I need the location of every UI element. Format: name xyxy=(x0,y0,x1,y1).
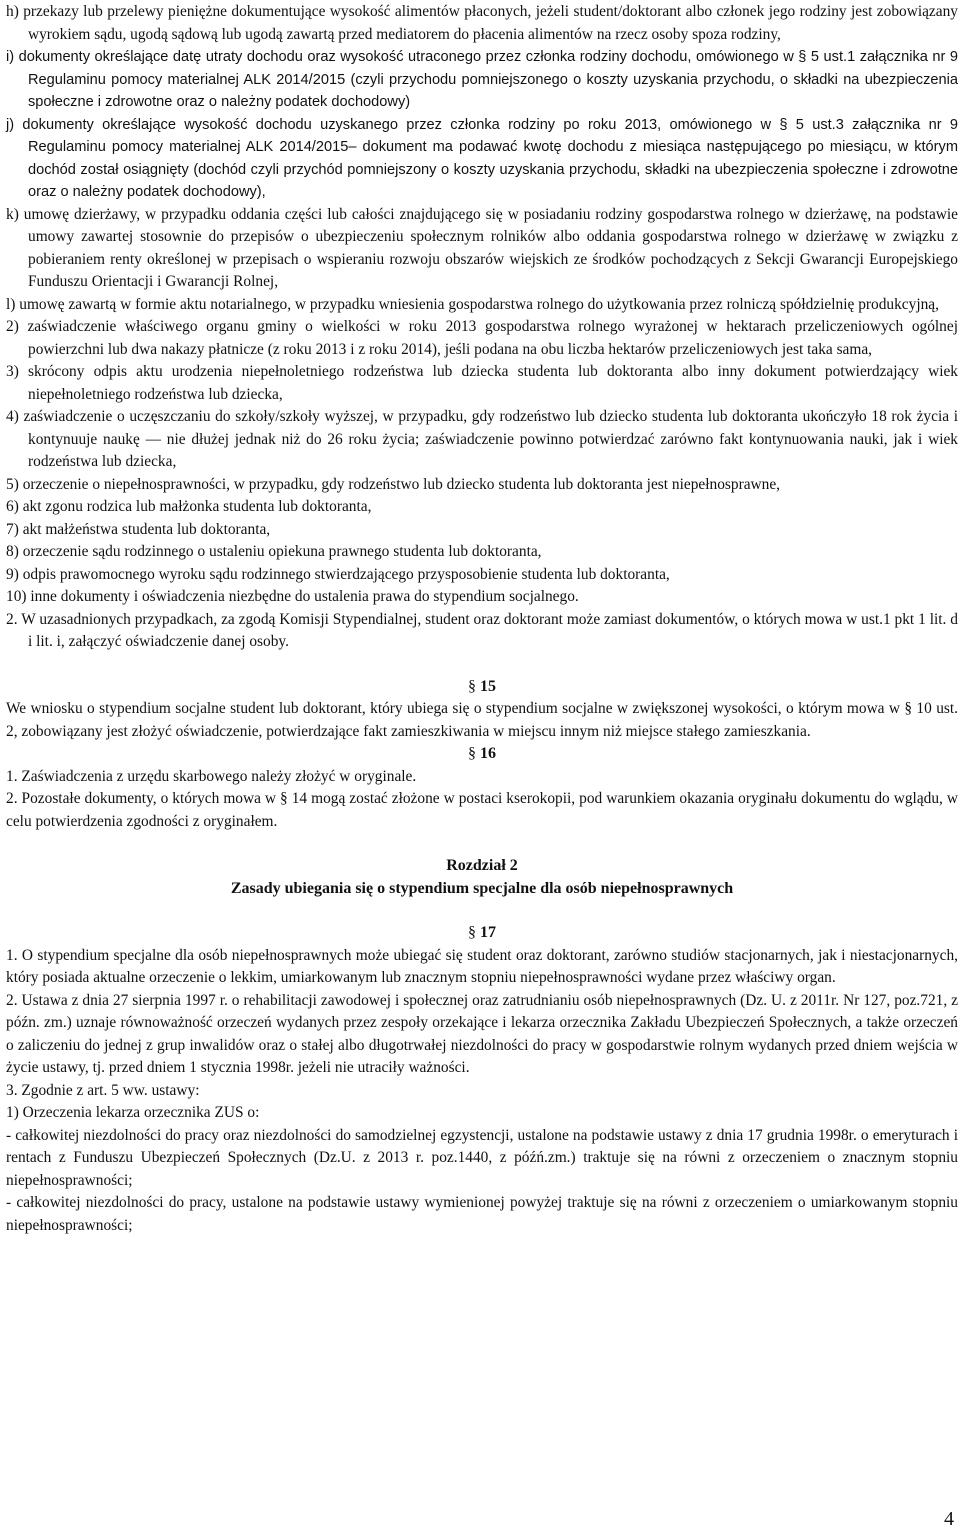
item-prefix: i) xyxy=(6,49,15,65)
section-symbol: § xyxy=(468,745,476,762)
item-text: skrócony odpis aktu urodzenia niepełnoletniego rodzeństwa lub dziecka studenta lub doktoranta albo inny dokument potwierdzający wiek niepełnoletniego rodzeństwa lub dziecka, xyxy=(28,363,958,403)
list-item xyxy=(6,541,958,564)
item-text: W uzasadnionych przypadkach, za zgodą Komisji Stypendialnej, student oraz doktorant może zamiast dokumentów, o których mowa w ust.1 pkt 1 lit. d i lit. i, załączyć oświadczenie danej osoby. xyxy=(21,610,958,650)
list-item xyxy=(6,496,958,519)
item-prefix: 5) xyxy=(6,475,19,493)
item-prefix: l) xyxy=(6,295,16,313)
paragraph: 1. Zaświadczenia z urzędu skarbowego należy złożyć w oryginale. xyxy=(6,767,417,785)
item-text: umowę zawartą w formie aktu notarialnego, w przypadku wniesienia gospodarstwa rolnego do użytkowania przez rolniczą spółdzielnię produkcyjną, xyxy=(19,295,939,313)
item-prefix: 7) xyxy=(6,520,19,538)
item-prefix: k) xyxy=(6,205,19,223)
item-text: dokumenty określające datę utraty dochodu oraz wysokość utraconego przez członka rodziny dochodu, omówionego w § 5 ust.1 załącznika nr 9 Regulaminu pomocy materialnej ALK 2014/2015 (czyli przychodu pomniejszonego o koszty uzyskania przychodu, o składki na ubezpieczenia społeczne i zdrowotne oraz o należny podatek dochodowy) xyxy=(18,49,958,110)
section-heading xyxy=(6,922,958,945)
list-item xyxy=(6,474,958,497)
item-text: akt małżeństwa studenta lub doktoranta, xyxy=(22,520,271,538)
item-text: odpis prawomocnego wyroku sądu rodzinnego stwierdzającego przysposobienie studenta lub doktoranta, xyxy=(22,565,670,583)
section-symbol: § xyxy=(468,924,476,941)
item-text: umowę dzierżawy, w przypadku oddania części lub całości znajdującego się w posiadaniu rodziny gospodarstwa rolnego w dzierżawę, na podstawie umowy zawartej stosownie do przepisów o ubezpieczeniu społecznym rolników albo oddania gospodarstwa rolnego w dzierżawę w związku z pobieraniem renty określonej w przepisach o wspieraniu rozwoju obszarów wiejskich ze środków pochodzących z Sekcji Gwarancji Europejskiego Funduszu Orientacji i Gwarancji Rolnej, xyxy=(23,205,958,290)
item-prefix: 2) xyxy=(6,318,19,335)
item-prefix: 10) xyxy=(6,588,27,605)
section-heading xyxy=(6,676,958,699)
item-text: zaświadczenie o uczęszczaniu do szkoły/szkoły wyższej, w przypadku, gdy rodzeństwo lub dziecko studenta lub doktoranta ukończyło 18 rok życia i kontynuuje naukę — nie dłużej jednak niż do 26 roku życia; zaświadczenie powinno potwierdzać zarówno fakt kontynuowania nauki, jak i wiek rodzeństwa lub dziecka, xyxy=(23,408,958,470)
item-prefix: 9) xyxy=(6,565,19,583)
section-number: 17 xyxy=(480,924,496,941)
item-text: orzeczenie o niepełnosprawności, w przypadku, gdy rodzeństwo lub dziecko studenta lub doktoranta jest niepełnosprawne, xyxy=(22,475,781,493)
item-prefix: 8) xyxy=(6,543,19,560)
paragraph: - całkowitej niezdolności do pracy, ustalone na podstawie ustawy wymienionej powyżej traktuje się na równi z orzeczeniem o umiarkowanym stopniu niepełnosprawności; xyxy=(6,1194,958,1234)
spacer xyxy=(6,833,958,855)
item-text: inne dokumenty i oświadczenia niezbędne do ustalenia prawa do stypendium socjalnego. xyxy=(30,588,579,605)
paragraph: 2. Ustawa z dnia 27 sierpnia 1997 r. o rehabilitacji zawodowej i społecznej oraz zatrudnianiu osób niepełnosprawnych (Dz. U. z 2011r. Nr 127, poz.721, z późn. zm.) uznaje równoważność orzeczeń wydanych przez zespoły orzekające i lekarza orzecznika Zakładu Ubezpieczeń Społecznych, a także orzeczeń o zaliczeniu do jednej z grup inwalidów oraz o stałej albo długotrwałej niezdolności do pracy w gospodarstwie rolnym wydanych przed dniem wejścia w życie ustawy, tj. przed dniem 1 stycznia 1998r. jeżeli nie utraciły ważności. xyxy=(6,991,958,1076)
paragraph: We wniosku o stypendium socjalne student lub doktorant, który ubiega się o stypendium socjalne w zwiększonej wysokości, o którym mowa w § 10 ust. 2, zobowiązany jest złożyć oświadczenie, potwierdzające fakt zamieszkiwania w miejscu innym niż miejsce stałego zamieszkania. xyxy=(6,700,958,740)
item-prefix: h) xyxy=(6,3,19,20)
list-item xyxy=(6,564,958,587)
spacer xyxy=(6,900,958,922)
item-text: przekazy lub przelewy pieniężne dokumentujące wysokość alimentów płaconych, jeżeli student/doktorant albo członek jego rodziny jest zobowiązany wyrokiem sądu, ugodą sądową lub ugodą zawartą przed mediatorem do płacenia alimentów na rzecz osoby spoza rodziny, xyxy=(23,3,958,43)
list-item xyxy=(6,46,958,114)
item-text: akt zgonu rodzica lub małżonka studenta lub doktoranta, xyxy=(22,498,372,515)
paragraph: 3. Zgodnie z art. 5 ww. ustawy: xyxy=(6,1081,200,1099)
item-text: zaświadczenie właściwego organu gminy o wielkości w roku 2013 gospodarstwa rolnego wyrażonej w hektarach przeliczeniowych ogólnej powierzchni lub dwa nakazy płatnicze (z roku 2013 i z roku 2014), jeśli podana na obu liczba hektarów przeliczeniowych jest taka sama, xyxy=(27,318,958,358)
item-prefix: 2. xyxy=(6,610,18,628)
paragraph: 1. O stypendium specjalne dla osób niepełnosprawnych może ubiegać się student oraz doktorant, zarówno studiów stacjonarnych, jak i niestacjonarnych, który posiada aktualne orzeczenie o lekkim, umiarkowanym lub znacznym stopniu niepełnosprawności wydane przez właściwy organ. xyxy=(6,946,958,986)
section-symbol: § xyxy=(468,677,476,695)
item-text: orzeczenie sądu rodzinnego o ustaleniu opiekuna prawnego studenta lub doktoranta, xyxy=(22,543,542,560)
item-prefix: 6) xyxy=(6,498,19,515)
item-text: dokumenty określające wysokość dochodu uzyskanego przez członka rodziny po roku 2013, omówionego w § 5 ust.3 załącznika nr 9 Regulaminu pomocy materialnej ALK 2014/2015– dokument ma podawać kwotę dochodu z miesiąca następującego po miesiącu, w którym dochód został osiągnięty (dochód czyli przychód pomniejszony o koszty uzyskania przychodu, składki na ubezpieczenia społeczne i zdrowotne oraz o należny podatek dochodowy), xyxy=(22,116,958,200)
list-item xyxy=(6,586,958,609)
list-item xyxy=(6,609,958,654)
list-item xyxy=(6,406,958,474)
list-item xyxy=(6,361,958,406)
list-item xyxy=(6,114,958,204)
section-number: 16 xyxy=(480,745,496,762)
list-item xyxy=(6,316,958,361)
section-number: 15 xyxy=(480,677,496,695)
list-item xyxy=(6,204,958,294)
chapter-label: Rozdział 2 xyxy=(446,857,518,874)
item-prefix: 4) xyxy=(6,408,19,425)
document-page xyxy=(6,1,958,1237)
item-prefix: 3) xyxy=(6,363,19,380)
list-item xyxy=(6,294,958,317)
list-item xyxy=(6,1,958,46)
section-heading xyxy=(6,743,958,766)
list-item xyxy=(6,519,958,542)
paragraph: 2. Pozostałe dokumenty, o których mowa w § 14 mogą zostać złożone w postaci kserokopii, pod warunkiem okazania oryginału dokumentu do wglądu, w celu potwierdzenia zgodności z oryginałem. xyxy=(6,790,958,830)
chapter-title: Zasady ubiegania się o stypendium specjalne dla osób niepełnosprawnych xyxy=(230,879,734,897)
spacer xyxy=(6,654,958,676)
item-prefix: j) xyxy=(6,116,15,133)
page-number: 4 xyxy=(944,1508,954,1530)
paragraph: 1) Orzeczenia lekarza orzecznika ZUS o: xyxy=(6,1104,260,1121)
paragraph: - całkowitej niezdolności do pracy oraz niezdolności do samodzielnej egzystencji, ustalone na podstawie ustawy z dnia 17 grudnia 1998r. o emeryturach i rentach z Funduszu Ubezpieczeń Społecznych (Dz.U. z 2013 r. poz.1440, z późń.zm.) traktuje się na równi z orzeczeniem o znacznym stopniu niepełnosprawności; xyxy=(6,1126,958,1189)
